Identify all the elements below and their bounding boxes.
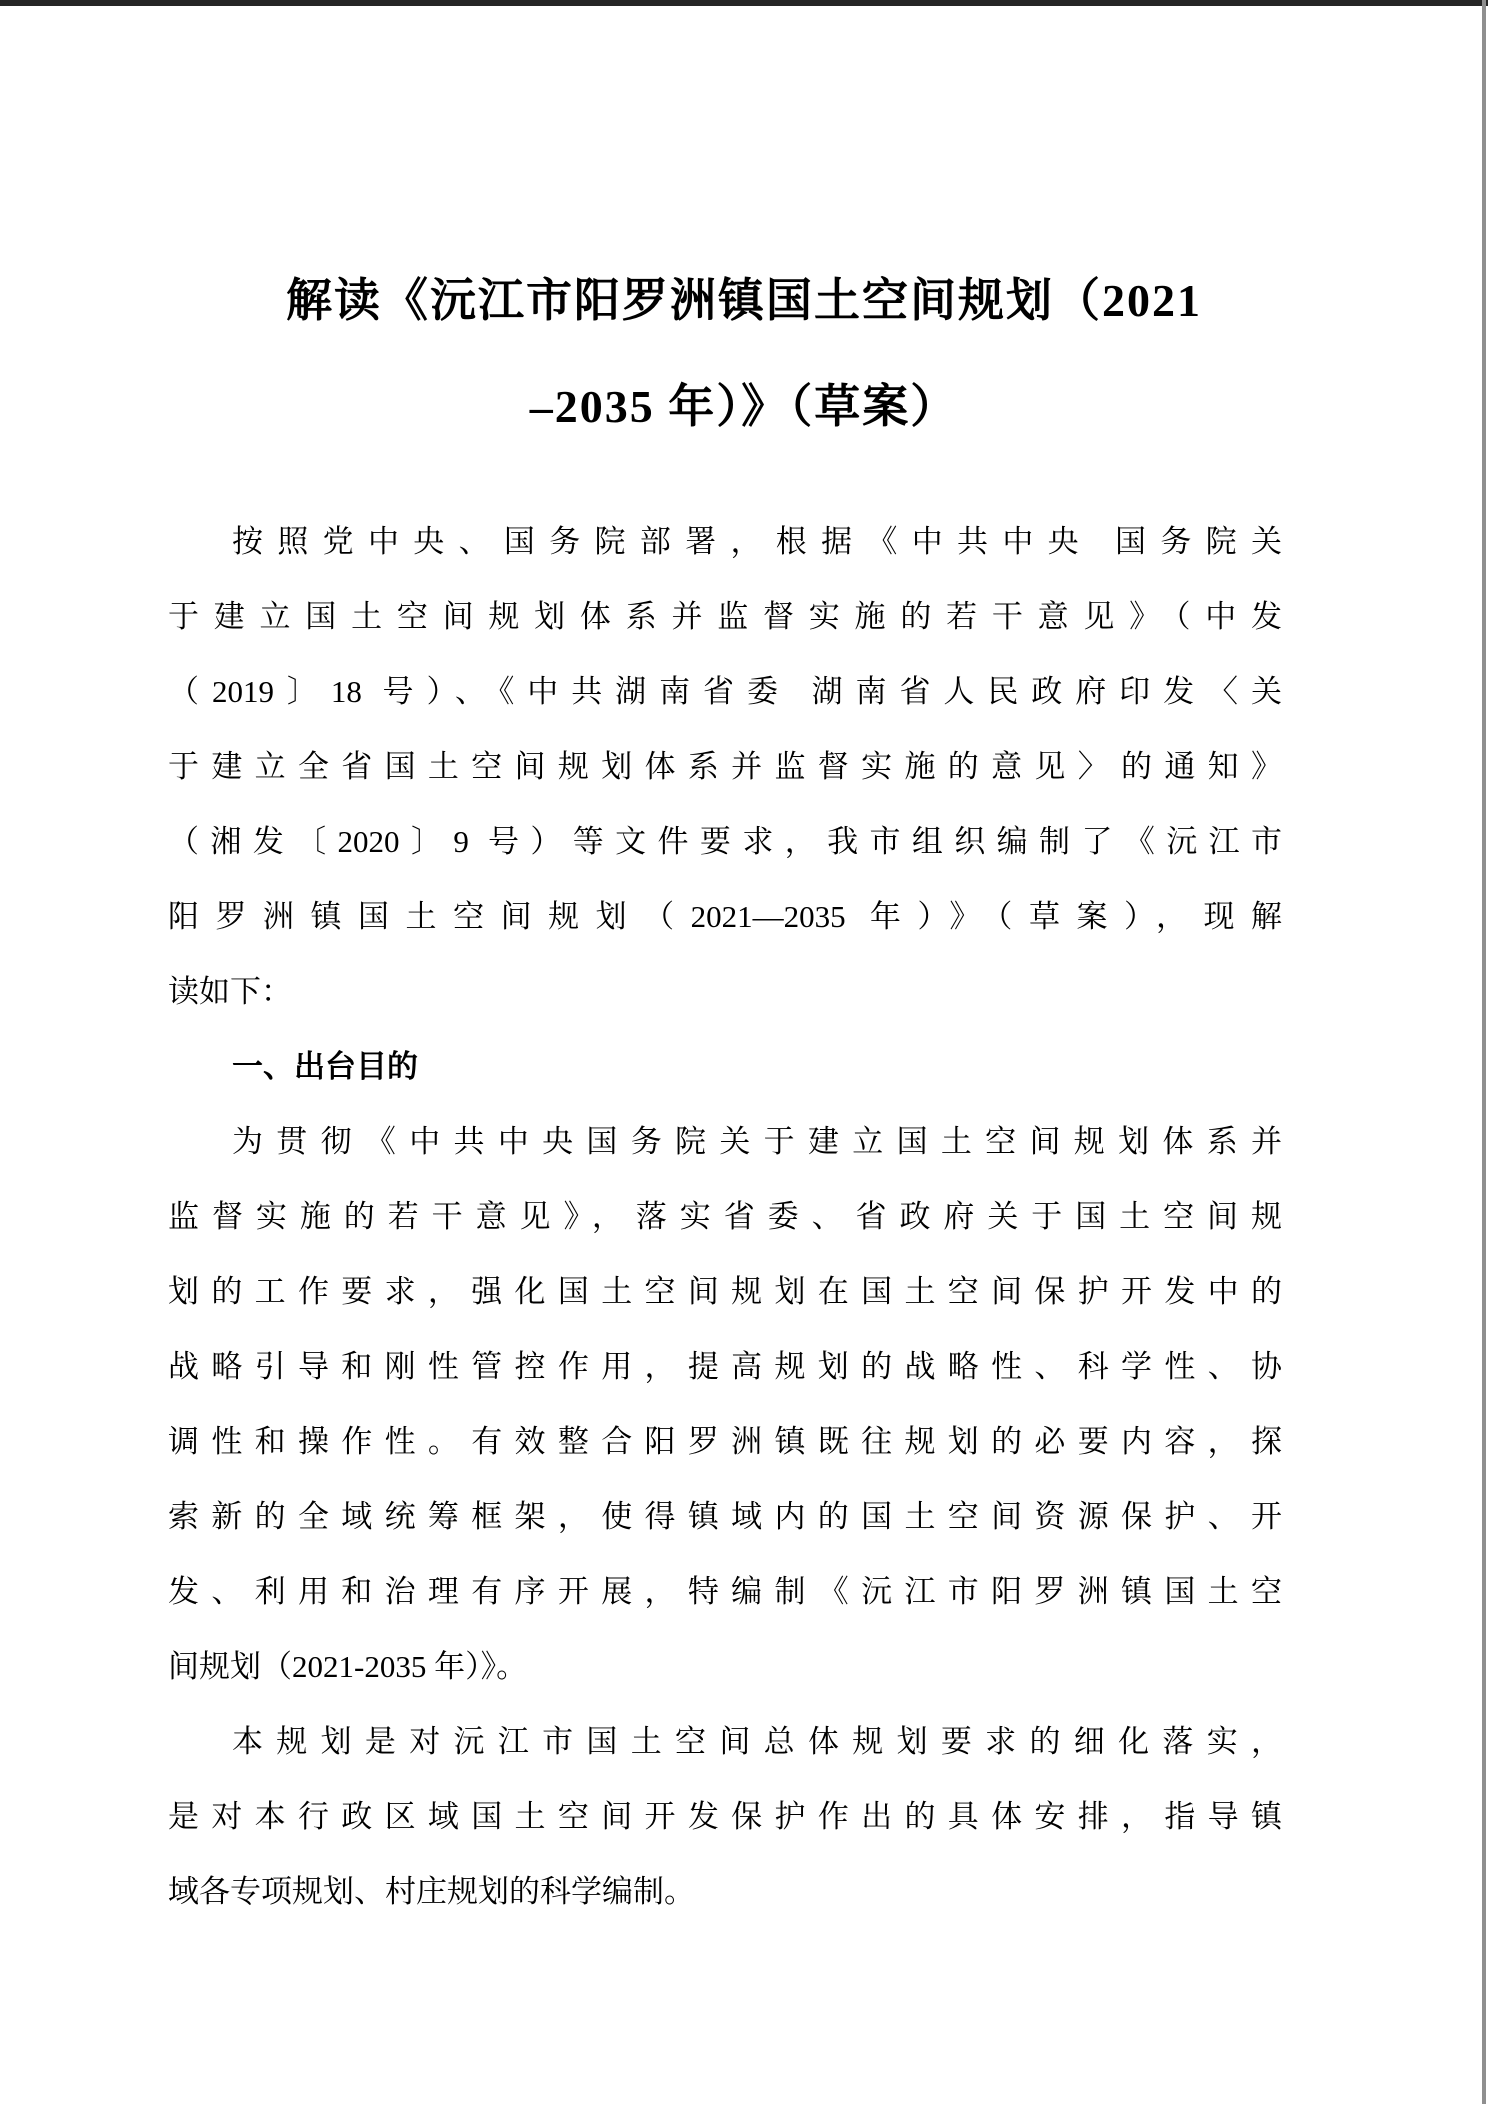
body-line: 是对本行政区域国土空间开发保护作出的具体安排，指导镇 bbox=[168, 1799, 1282, 1834]
document-title-line1: 解读《沅江市阳罗洲镇国土空间规划（2021 bbox=[286, 275, 1202, 326]
body-line: 阳罗洲镇国土空间规划（2021—2035 年）》（草案），现解 bbox=[168, 899, 1282, 934]
body-line: （2019〕18 号）、《中共湖南省委 湖南省人民政府印发〈关 bbox=[168, 674, 1282, 709]
paragraph bbox=[168, 1704, 1282, 1929]
body-line: 索新的全域统筹框架，使得镇域内的国土空间资源保护、开 bbox=[168, 1499, 1282, 1534]
body-line: 按照党中央、国务院部署，根据《中共中央 国务院关 bbox=[232, 524, 1282, 559]
body-line: 域各专项规划、村庄规划的科学编制。 bbox=[168, 1874, 695, 1909]
body-line: 间规划（2021-2035 年）》。 bbox=[168, 1649, 528, 1684]
body-line: 监督实施的若干意见》，落实省委、省政府关于国土空间规 bbox=[168, 1199, 1282, 1234]
paragraph bbox=[168, 504, 1282, 1029]
paragraph bbox=[168, 1104, 1282, 1704]
body-line: 划的工作要求，强化国土空间规划在国土空间保护开发中的 bbox=[168, 1274, 1282, 1309]
body-line: 读如下： bbox=[168, 974, 292, 1009]
body-line: 调性和操作性。有效整合阳罗洲镇既往规划的必要内容，探 bbox=[168, 1424, 1282, 1459]
body-line: 本规划是对沅江市国土空间总体规划要求的细化落实， bbox=[232, 1724, 1282, 1759]
body-line: 为贯彻《中共中央国务院关于建立国土空间规划体系并 bbox=[232, 1124, 1282, 1159]
body-line: 于建立全省国土空间规划体系并监督实施的意见〉的通知》 bbox=[168, 749, 1282, 784]
document-title bbox=[0, 0, 1488, 460]
body-line: 发、利用和治理有序开展，特编制《沅江市阳罗洲镇国土空 bbox=[168, 1574, 1282, 1609]
body-line: 战略引导和刚性管控作用，提高规划的战略性、科学性、协 bbox=[168, 1349, 1282, 1384]
document-body bbox=[168, 504, 1282, 1929]
page-right-edge bbox=[1482, 0, 1486, 2104]
document-title-line2: –2035 年）》（草案） bbox=[529, 381, 959, 432]
page-top-edge bbox=[0, 0, 1488, 6]
body-line: （湘发〔2020〕9 号）等文件要求，我市组织编制了《沅江市 bbox=[168, 824, 1282, 859]
body-line: 于建立国土空间规划体系并监督实施的若干意见》（中发 bbox=[168, 599, 1282, 634]
section-heading: 一、出台目的 bbox=[232, 1049, 418, 1084]
